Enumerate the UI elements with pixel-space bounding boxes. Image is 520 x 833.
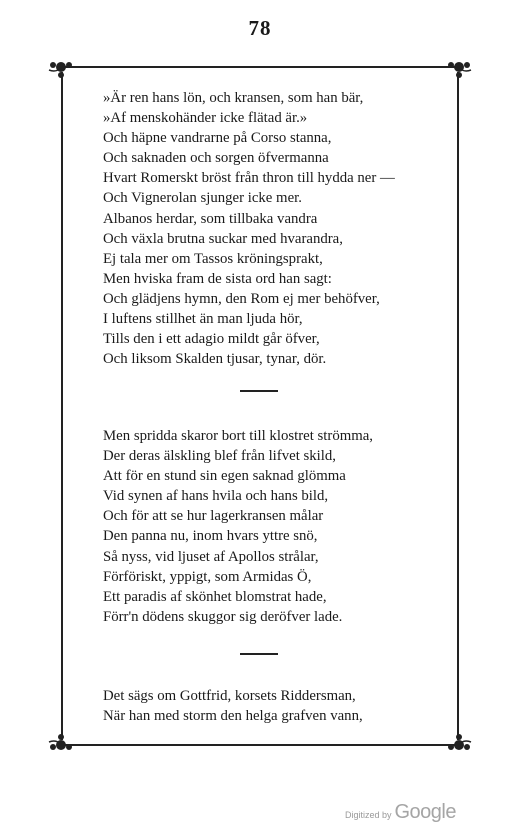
poem-body — [103, 426, 433, 627]
verse-line: Ett paradis af skönhet blomstrat hade, — [103, 588, 327, 605]
poem-body — [103, 88, 433, 369]
verse-line: Att för en stund sin egen saknad glömma — [103, 468, 346, 485]
verse-line: Den panna nu, inom hvars yttre snö, — [103, 528, 318, 545]
stanza — [103, 686, 433, 726]
verse-line: Förföriskt, yppigt, som Armidas Ö, — [103, 568, 312, 585]
verse-line: Och växla brutna suckar med hvarandra, — [103, 230, 343, 247]
verse-line: Der deras älskling blef från lifvet skild, — [103, 448, 336, 465]
verse-line: Och saknaden och sorgen öfvermanna — [103, 150, 329, 167]
stanza — [103, 426, 433, 627]
verse-line: Tills den i ett adagio mildt går öfver, — [103, 331, 320, 348]
ornament-corner-icon — [444, 54, 474, 84]
border-top — [62, 66, 458, 68]
ornament-corner-icon — [46, 54, 76, 84]
digitized-label: Digitized by — [344, 810, 392, 820]
ornament-corner-icon — [444, 730, 474, 760]
verse-line: »Af menskohänder icke flätad är.» — [103, 110, 308, 127]
border-left — [61, 72, 63, 740]
google-logo: Google — [394, 801, 456, 823]
verse-line: Och för att se hur lagerkransen målar — [103, 508, 324, 525]
ornament-corner-icon — [46, 730, 76, 760]
poem-body — [103, 686, 433, 726]
verse-line: Vid synen af hans hvila och hans bild, — [103, 488, 329, 505]
stanza — [103, 88, 433, 369]
stanza-divider — [240, 653, 278, 655]
verse-line: Och liksom Skalden tjusar, tynar, dör. — [103, 351, 327, 368]
verse-line: Men spridda skaror bort till klostret strömma, — [103, 428, 373, 444]
verse-line: Och häpne vandrarne på Corso stanna, — [103, 130, 332, 147]
verse-line: Och glädjens hymn, den Rom ej mer behöfver, — [103, 290, 380, 307]
verse-line: När han med storm den helga grafven vann, — [103, 708, 363, 725]
verse-line: Det sägs om Gottfrid, korsets Riddersman, — [103, 688, 356, 704]
verse-line: Men hviska fram de sista ord han sagt: — [103, 270, 332, 287]
digitized-watermark — [345, 801, 456, 824]
border-right — [457, 72, 459, 740]
verse-line: Och Vignerolan sjunger icke mer. — [103, 190, 302, 207]
verse-line: Albanos herdar, som tillbaka vandra — [103, 210, 318, 227]
verse-line: Ej tala mer om Tassos kröningsprakt, — [103, 250, 323, 267]
verse-line: »Är ren hans lön, och kransen, som han bär, — [103, 90, 364, 106]
verse-line: I luftens stillhet än man ljuda hör, — [103, 311, 303, 328]
verse-line: Hvart Romerskt bröst från thron till hydda ner — — [103, 170, 395, 187]
verse-line: Så nyss, vid ljuset af Apollos strålar, — [103, 548, 319, 565]
border-bottom — [62, 744, 458, 746]
stanza-divider — [240, 390, 278, 392]
page-number: 78 — [248, 16, 272, 40]
verse-line: Förr'n dödens skuggor sig deröfver lade. — [103, 608, 343, 625]
